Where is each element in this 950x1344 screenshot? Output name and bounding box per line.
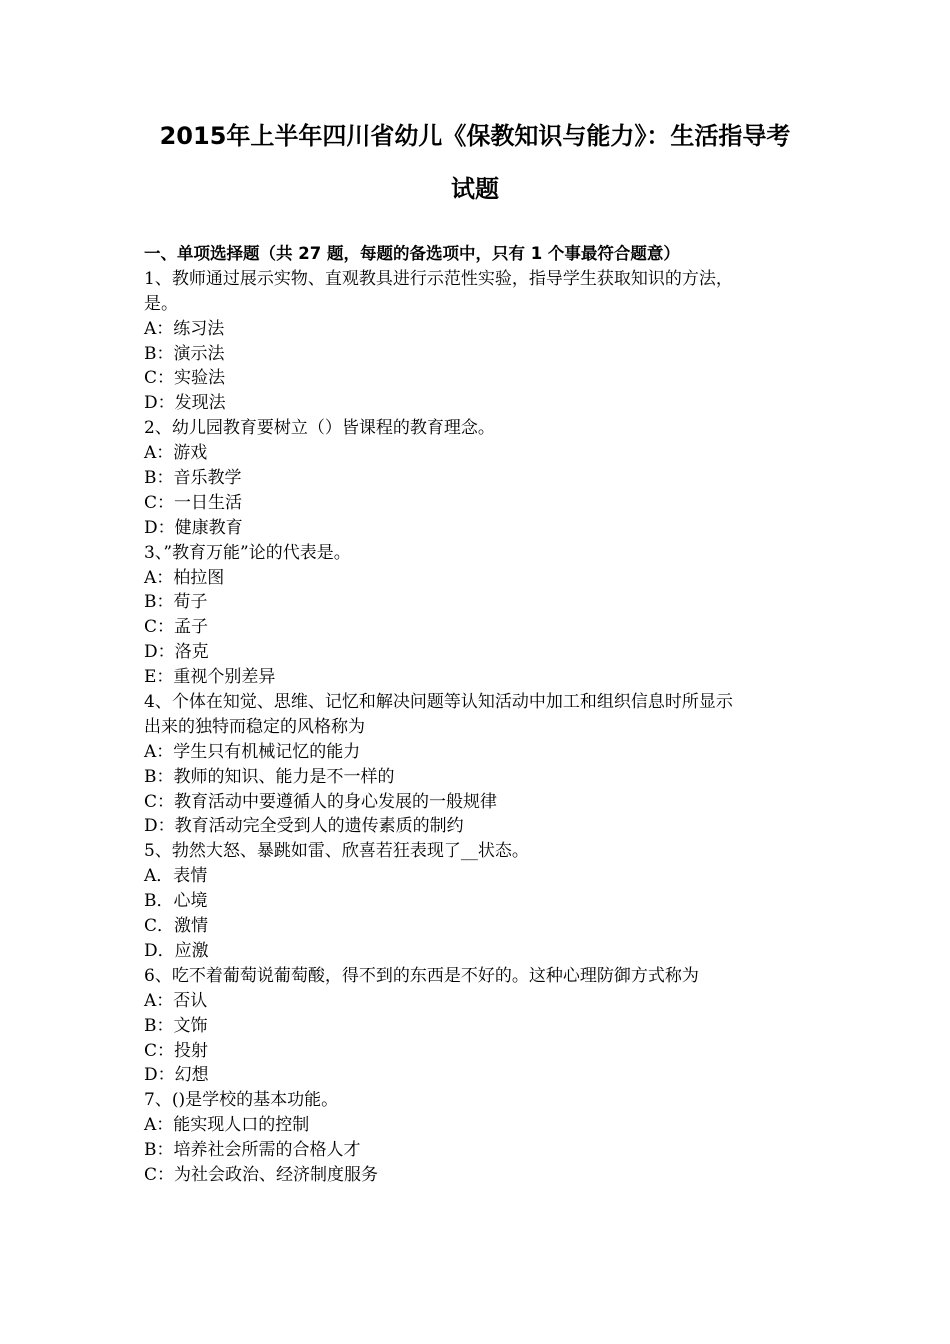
answer-option: A：练习法 xyxy=(144,318,225,339)
question-stem-line: 1、教师通过展示实物、直观教具进行示范性实验，指导学生获取知识的方法， xyxy=(144,268,733,289)
answer-option: B：教师的知识、能力是不一样的 xyxy=(144,766,395,787)
question-5 xyxy=(144,839,814,963)
answer-option: A：否认 xyxy=(144,990,208,1011)
answer-option: A：游戏 xyxy=(144,443,208,464)
question-stem-line: 2、幼儿园教育要树立（）皆课程的教育理念。 xyxy=(144,418,495,439)
answer-option: D：洛克 xyxy=(144,642,209,663)
document-title-line-1: 2015年上半年四川省幼儿《保教知识与能力》：生活指导考 xyxy=(159,122,791,150)
question-3 xyxy=(144,541,814,690)
answer-option: B：文饰 xyxy=(144,1015,208,1036)
question-stem-line: 出来的独特而稳定的风格称为 xyxy=(144,716,365,737)
answer-option: C：实验法 xyxy=(144,368,226,389)
question-2 xyxy=(144,416,814,540)
question-stem-line: 是。 xyxy=(144,293,178,314)
answer-option: A：柏拉图 xyxy=(144,567,225,588)
question-stem-line: 5、勃然大怒、暴跳如雷、欣喜若狂表现了__状态。 xyxy=(144,841,529,862)
question-stem-line: 6、吃不着葡萄说葡萄酸，得不到的东西是不好的。这种心理防御方式称为 xyxy=(144,965,699,986)
answer-option: A．表情 xyxy=(144,866,208,887)
document-body xyxy=(144,242,814,1188)
question-7 xyxy=(144,1088,814,1188)
question-4 xyxy=(144,690,814,839)
answer-option: D：发现法 xyxy=(144,393,226,414)
answer-option: A：能实现人口的控制 xyxy=(144,1115,310,1136)
answer-option: C：为社会政治、经济制度服务 xyxy=(144,1164,379,1185)
answer-option: D：幻想 xyxy=(144,1065,209,1086)
question-stem-line: 4、个体在知觉、思维、记忆和解决问题等认知活动中加工和组织信息时所显示 xyxy=(144,692,733,713)
question-6 xyxy=(144,964,814,1088)
section-heading: 一、单项选择题（共 27 题，每题的备选项中，只有 1 个事最符合题意） xyxy=(144,244,680,263)
answer-option: B：音乐教学 xyxy=(144,468,242,489)
question-stem-line: 3、”教育万能”论的代表是。 xyxy=(144,542,351,563)
answer-option: C．激情 xyxy=(144,916,209,937)
question-stem-line: 7、()是学校的基本功能。 xyxy=(144,1090,339,1111)
answer-option: B：培养社会所需的合格人才 xyxy=(144,1140,361,1161)
answer-option: A：学生只有机械记忆的能力 xyxy=(144,741,361,762)
answer-option: B．心境 xyxy=(144,891,208,912)
answer-option: B：演示法 xyxy=(144,343,225,364)
answer-option: E：重视个别差异 xyxy=(144,667,276,688)
answer-option: C：教育活动中要遵循人的身心发展的一般规律 xyxy=(144,791,498,812)
answer-option: C：投射 xyxy=(144,1040,209,1061)
answer-option: B：荀子 xyxy=(144,592,208,613)
document-title-line-2: 试题 xyxy=(451,175,499,203)
answer-option: C：孟子 xyxy=(144,617,209,638)
answer-option: D．应激 xyxy=(144,940,209,961)
answer-option: D：健康教育 xyxy=(144,517,243,538)
answer-option: D：教育活动完全受到人的遗传素质的制约 xyxy=(144,816,464,837)
answer-option: C：一日生活 xyxy=(144,492,243,513)
question-1 xyxy=(144,267,814,416)
